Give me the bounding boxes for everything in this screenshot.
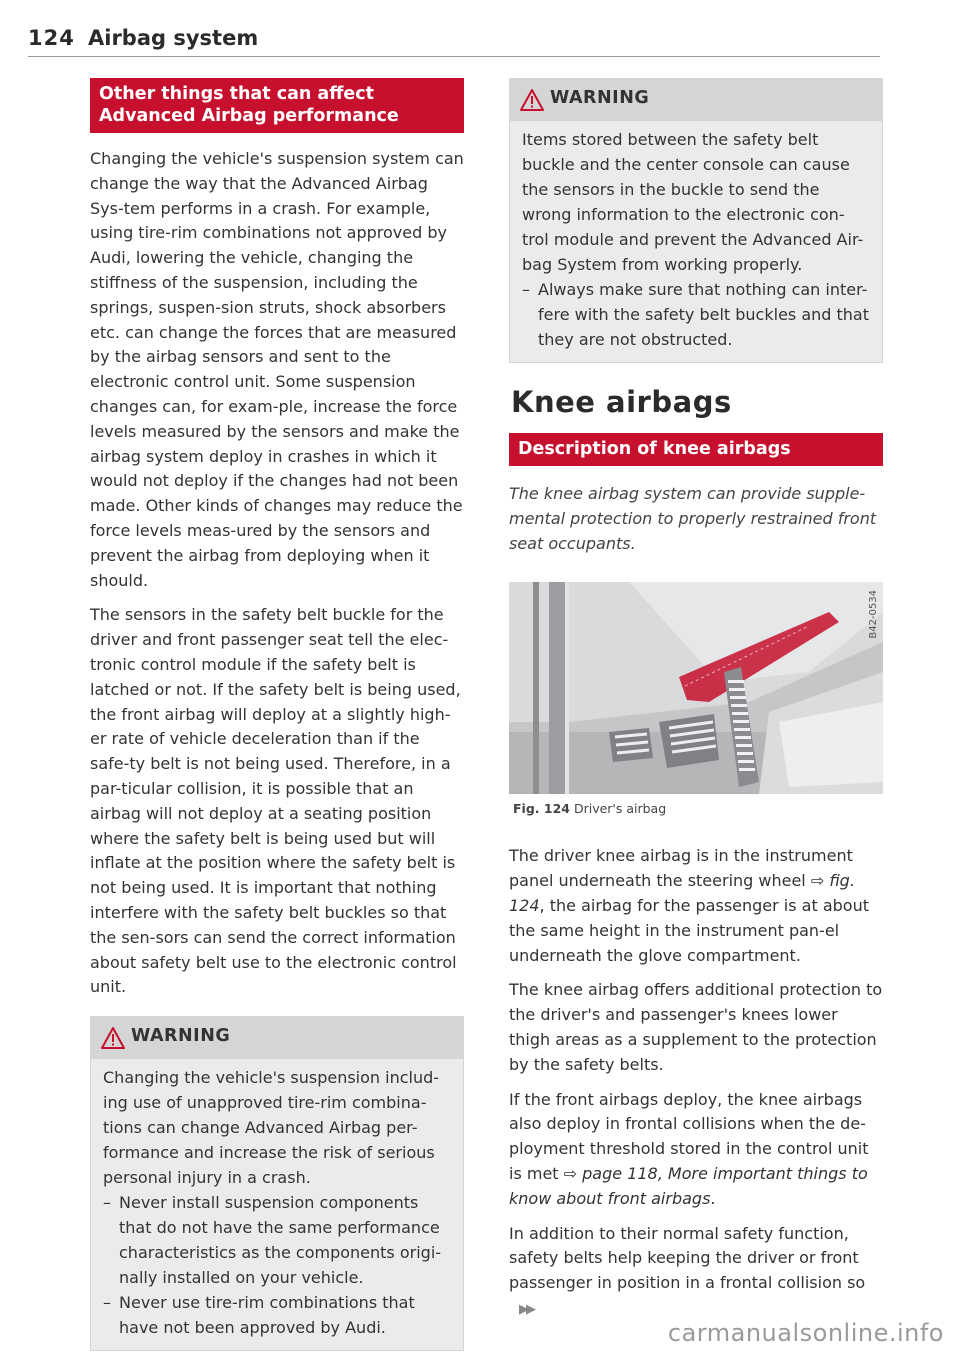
warning-title: WARNING <box>550 88 650 108</box>
warning-triangle-icon <box>520 89 544 111</box>
section-title: Airbag system <box>88 26 259 50</box>
warning-bullet: – Always make sure that nothing can inter-fere with the safety belt buckles and that they are not obstructed. <box>522 280 870 349</box>
right-column <box>509 78 883 1323</box>
chapter-heading: Knee airbags <box>511 385 732 419</box>
paragraph: Changing the vehicle's suspension system can change the way that the Advanced Airbag Sys-tem performs in a crash. For example, using tire-rim combinations not approved by Audi, lowering the vehicle, changing the stiffness of the suspension, including the springs, suspen-sion struts, shock absorbers etc. can change the forces that are measured by the airbag sensors and sent to the electronic control unit. Some suspension changes can, for exam-ple, increase the force levels measured by the sensors and make the airbag system deploy in crashes in which it would not deploy if the changes had not been made. Other kinds of changes may reduce the force levels meas-ured by the sensors and prevent the airbag from deploying when it should. <box>90 149 464 590</box>
section-heading: Other things that can affect Advanced Airbag performance <box>90 78 464 133</box>
warning-bullet: – Never install suspension components that do not have the same performance characteristics as the components origi-nally installed on your vehicle. <box>103 1193 442 1288</box>
paragraph: The driver knee airbag is in the instrument panel underneath the steering wheel ⇨ fig. 124, the airbag for the passenger is at about the same height in the instrument pan-el underneath the glove compartment. <box>509 846 869 965</box>
figure-image <box>509 582 883 794</box>
figure-caption-text: Driver's airbag <box>573 801 667 817</box>
warning-text: Changing the vehicle's suspension includ-ing use of unapproved tire-rim combina-tions can change Advanced Airbag per-formance and increase the risk of serious personal injury in a crash. <box>103 1068 440 1188</box>
left-column <box>90 78 464 1351</box>
section-heading: Description of knee airbags <box>509 433 883 466</box>
figure-reference-link[interactable]: ⇨ fig. 124 <box>509 871 855 915</box>
warning-text: Items stored between the safety belt buckle and the center console can cause the sensors in the buckle to send the wrong information to the electronic con-trol module and prevent the Advanced Air-bag System from working properly. <box>522 130 864 274</box>
continue-arrow-icon: ▶▶ <box>519 1301 533 1317</box>
warning-bullet: – Never use tire-rim combinations that have not been approved by Audi. <box>103 1293 415 1338</box>
figure-label: Fig. 124 <box>513 801 570 817</box>
figure <box>509 582 883 824</box>
warning-box <box>509 78 883 363</box>
knee-airbag-illustration <box>509 582 883 794</box>
page-reference-link[interactable]: ⇨ page 118, More important things to know about front airbags <box>509 1163 868 1208</box>
watermark: carmanualsonline.info <box>667 1319 944 1347</box>
warning-header <box>510 79 882 121</box>
page-number: 124 <box>28 26 75 50</box>
paragraph: If the front airbags deploy, the knee airbags also deploy in frontal collisions when the de-ployment threshold stored in the control unit is met ⇨ page 118, More important things to know about front airbags. <box>509 1089 869 1208</box>
paragraph: The knee airbag offers additional protection to the driver's and passenger's knees lower thigh areas as a supplement to the protection by the safety belts. <box>509 980 883 1074</box>
figure-code: B42-0534 <box>868 590 879 640</box>
warning-header <box>91 1017 463 1059</box>
warning-box <box>90 1016 464 1351</box>
intro-text: The knee airbag system can provide supple-mental protection to properly restrained front seat occupants. <box>509 484 877 553</box>
paragraph: The sensors in the safety belt buckle for the driver and front passenger seat tell the elec-tronic control module if the safety belt is latched or not. If the safety belt is being used, the front airbag will deploy at a slightly high-er rate of vehicle deceleration than if the safe-ty belt is not being used. Therefore, in a par-ticular collision, it is possible that an airbag will not deploy at a seating position where the safety belt is being used but will inflate at the position where the safety belt is not being used. It is important that nothing interfere with the safety belt buckles so that the sen-sors can send the correct information about safety belt use to the electronic control unit. <box>90 605 461 997</box>
warning-triangle-icon <box>101 1027 125 1049</box>
figure-caption <box>509 794 883 824</box>
page-header <box>28 22 880 57</box>
paragraph: In addition to their normal safety function, safety belts help keeping the driver or front passenger in position in a frontal collision so▶▶ <box>509 1222 883 1323</box>
warning-title: WARNING <box>131 1026 231 1047</box>
